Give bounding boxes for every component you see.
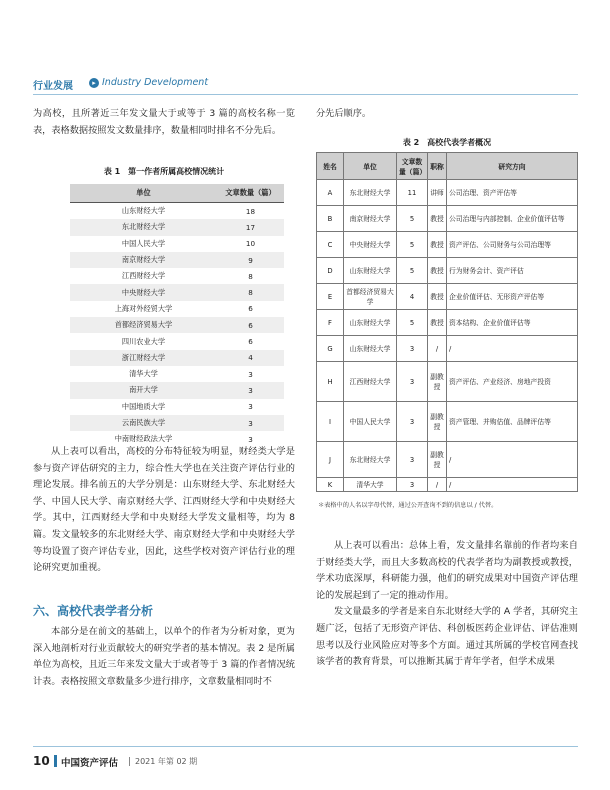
table-row (70, 415, 284, 431)
paragraph: 发文量最多的学者是来自东北财经大学的 A 学者，其研究主题广泛，包括了无形资产评估、科创板医药企业评估、评估准则思考以及行业风险应对等多个方面。通过其所属的学校官网查找该学者的教育背景，可以推断其属于青年学者，但学术成果 (316, 606, 578, 668)
table2-header-cell: 姓名 (317, 153, 344, 180)
table-cell: / (447, 336, 578, 362)
page-number: 10 (33, 754, 50, 768)
table-cell: 清华大学 (129, 369, 158, 379)
table-cell: 5 (397, 310, 428, 336)
table-cell: 3 (248, 402, 253, 412)
left-column-top (33, 106, 295, 139)
table-row (317, 442, 578, 478)
table-cell: 17 (217, 219, 284, 235)
footer-accent-bar (54, 755, 57, 767)
journal-name: 中国资产评估 (61, 758, 119, 769)
table-cell: 中南财经政法大学 (114, 434, 173, 444)
table-row (70, 333, 284, 349)
chevron-right-icon: ▸ (89, 78, 99, 88)
table-cell: 讲师 (428, 180, 447, 206)
table-row (70, 236, 284, 252)
right-column-bottom (316, 538, 578, 671)
table-row (317, 284, 578, 310)
table-cell: 南开大学 (70, 382, 217, 398)
table-cell: I (317, 402, 344, 442)
table-cell: 11 (397, 180, 428, 206)
paragraph: 为高校，且所著近三年发文量大于或等于 3 篇的高校名称一览表，表格数据按照发文数量排序，数量相同时排名不分先后。 (33, 108, 295, 136)
table-cell: 公司治理、资产评估等 (447, 180, 578, 206)
table-row (317, 402, 578, 442)
table-cell: 南京财经大学 (70, 252, 217, 268)
table-cell: 6 (217, 317, 284, 333)
table2-note: ＊表格中的人名以字母代替，通过公开查询不到的信息以 / 代替。 (318, 502, 498, 509)
table-cell: 3 (248, 434, 253, 444)
table2-header-cell: 研究方向 (447, 153, 578, 180)
table-cell: 8 (248, 271, 253, 281)
section-heading: 六、高校代表学者分析 (33, 604, 154, 618)
table-cell: D (317, 258, 344, 284)
table-cell: F (317, 310, 344, 336)
table-cell: 东北财经大学 (70, 219, 217, 235)
table-row (70, 399, 284, 415)
table-cell: 10 (245, 239, 256, 249)
table-cell: 中央财经大学 (344, 232, 397, 258)
table2-header-cell: 职称 (428, 153, 447, 180)
table-cell: E (317, 284, 344, 310)
table-cell: J (317, 442, 344, 478)
table2-header-row (317, 153, 578, 180)
table-cell: H (317, 362, 344, 402)
table-cell: 副教授 (428, 442, 447, 478)
table-cell: / (447, 442, 578, 478)
paragraph: 本部分是在前文的基础上，以单个的作者为分析对象，更为深入地剖析对行业贡献较大的研究学者的基本情况。表 2 是所属单位为高校，且近三年来发文量大于或者等于 3 篇的作者情况统计表。表格按照文章数量多少进行排序，文章数量相同时不 (33, 626, 295, 687)
table-cell: A (317, 180, 344, 206)
table-cell: 3 (397, 362, 428, 402)
header-divider (33, 94, 578, 95)
table-cell: 上海对外经贸大学 (114, 303, 173, 313)
table-row (317, 336, 578, 362)
table-cell: 副教授 (428, 362, 447, 402)
table-cell: 江西财经大学 (121, 271, 166, 281)
table-cell: / (447, 478, 578, 492)
table-cell: 6 (248, 337, 253, 347)
table-cell: 18 (245, 206, 256, 216)
footer-divider (33, 746, 578, 747)
table-cell: C (317, 232, 344, 258)
table-row (317, 362, 578, 402)
table2 (316, 152, 578, 492)
table-cell: 首都经济贸易大学 (344, 284, 397, 310)
table-row (70, 252, 284, 268)
table-row (70, 382, 284, 398)
section-category-en: Industry Development (102, 77, 209, 88)
table-row (317, 180, 578, 206)
table-cell: / (428, 478, 447, 492)
right-column-top (316, 106, 578, 123)
left-column-middle (33, 444, 295, 577)
table-cell: 山东财经大学 (344, 310, 397, 336)
left-column-bottom (33, 624, 295, 690)
paragraph: 从上表可以看出：总体上看，发文量排名靠前的作者均来自于财经类大学，而且大多数高校的代表学者均为副教授或教授，学术功底深厚，科研能力强，他们的研究成果对中国资产评估理论的发展起到了一定的推动作用。 (316, 540, 578, 601)
table-cell: 山东财经大学 (344, 336, 397, 362)
table-cell: 3 (397, 402, 428, 442)
table-cell: 3 (217, 415, 284, 431)
section-category: 行业发展 (33, 81, 73, 92)
table-cell: 东北财经大学 (344, 442, 397, 478)
table-row (317, 310, 578, 336)
table-cell: K (317, 478, 344, 492)
table-cell: 5 (397, 232, 428, 258)
table1-title: 表 1 第一作者所属高校情况统计 (103, 167, 225, 176)
table-row (70, 301, 284, 317)
table-cell: 南京财经大学 (344, 206, 397, 232)
table-cell: 9 (217, 252, 284, 268)
table-cell: 中国地质大学 (121, 401, 166, 411)
footer-separator (129, 757, 130, 766)
table-cell: 3 (248, 369, 253, 379)
table-cell: 云南民族大学 (70, 415, 217, 431)
table-cell: 资本结构、企业价值评估等 (447, 310, 578, 336)
table-cell: 3 (397, 442, 428, 478)
table-cell: 浙江财经大学 (70, 350, 217, 366)
table1 (70, 184, 284, 447)
table-cell: 教授 (428, 284, 447, 310)
paragraph: 从上表可以看出，高校的分布特征较为明显，财经类大学是参与资产评估研究的主力，综合性大学也在关注资产评估行业的理论发展。排名前五的大学分别是：山东财经大学、东北财经大学、中国人民大学、南京财经大学、江西财经大学和中央财经大学。其中，江西财经大学和中央财经大学发文量相等，均为 8 篇。发文量较多的东北财经大学、南京财经大学和中央财经大学等均设置了资产评估专业，因此，这些学校对资产评估行业的理论研究更加重视。 (33, 446, 295, 574)
table-cell: 资产评估、公司财务与公司治理等 (447, 232, 578, 258)
paragraph: 分先后顺序。 (316, 108, 372, 119)
table-row (70, 284, 284, 300)
table-cell: 公司治理与内部控制、企业价值评估等 (447, 206, 578, 232)
table-cell: 资产管理、并购估值、品牌评估等 (447, 402, 578, 442)
table-row (317, 258, 578, 284)
table-cell: 副教授 (428, 402, 447, 442)
table-row (317, 206, 578, 232)
table-cell: 3 (397, 478, 428, 492)
table-cell: / (428, 336, 447, 362)
table1-header-cell: 单位 (70, 184, 217, 203)
table-cell: 江西财经大学 (344, 362, 397, 402)
table-cell: 山东财经大学 (121, 206, 166, 216)
table-cell: 中国人民大学 (344, 402, 397, 442)
table-cell: 4 (397, 284, 428, 310)
table-row (70, 317, 284, 333)
table-cell: 中央财经大学 (70, 284, 217, 300)
table-row (70, 219, 284, 235)
table-cell: 中国人民大学 (121, 238, 166, 248)
issue-label: 2021 年第 02 期 (135, 757, 198, 766)
table-cell: 6 (248, 304, 253, 314)
table-cell: 8 (217, 284, 284, 300)
table-row (317, 232, 578, 258)
table-row (70, 350, 284, 366)
table-cell: B (317, 206, 344, 232)
table-row (70, 268, 284, 284)
table2-header-cell: 文章数量（篇） (397, 153, 428, 180)
table-cell: 教授 (428, 258, 447, 284)
table-cell: 3 (397, 336, 428, 362)
table-cell: 5 (397, 206, 428, 232)
table-cell: 行为财务会计、资产评估 (447, 258, 578, 284)
table-cell: 教授 (428, 310, 447, 336)
table2-header-cell: 单位 (344, 153, 397, 180)
table-cell: 东北财经大学 (344, 180, 397, 206)
table-cell: 首都经济贸易大学 (70, 317, 217, 333)
table-cell: 3 (217, 382, 284, 398)
table-cell: 山东财经大学 (344, 258, 397, 284)
table1-header-row (70, 184, 284, 203)
table-cell: 清华大学 (344, 478, 397, 492)
table-row (70, 203, 284, 220)
table-cell: 教授 (428, 232, 447, 258)
table-row (70, 366, 284, 382)
table-cell: 资产评估、产业经济、房地产投资 (447, 362, 578, 402)
table-cell: 企业价值评估、无形资产评估等 (447, 284, 578, 310)
table-cell: 教授 (428, 206, 447, 232)
table-row (317, 478, 578, 492)
table-cell: 四川农业大学 (121, 336, 166, 346)
table2-title: 表 2 高校代表学者概况 (402, 138, 492, 147)
table-cell: 4 (217, 350, 284, 366)
table1-header-cell: 文章数量（篇） (217, 184, 284, 203)
table-cell: 5 (397, 258, 428, 284)
table-cell: G (317, 336, 344, 362)
